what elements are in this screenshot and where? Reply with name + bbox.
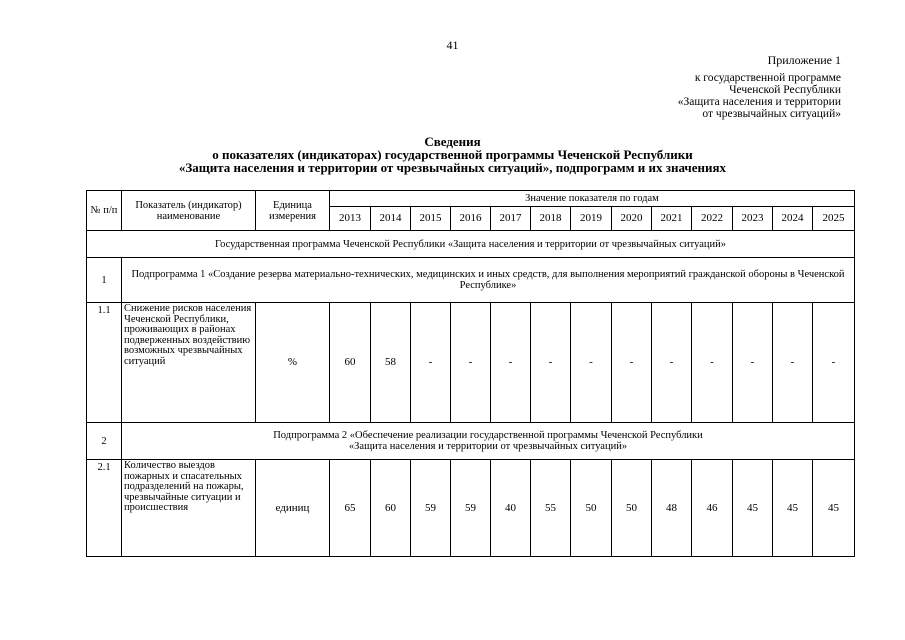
table-row (87, 303, 855, 423)
row-number: 2 (87, 423, 122, 460)
year-header: 2019 (571, 207, 612, 231)
heading-line-1: Сведения (424, 134, 481, 149)
appendix-line: Чеченской Республики (729, 84, 841, 96)
program-title: Государственная программа Чеченской Республики «Защита населения и территории от чрезвычайных ситуаций» (87, 231, 855, 258)
value-cell: 45 (733, 460, 773, 557)
value-cell: 58 (371, 303, 411, 423)
indicator-name: Количество выездов пожарных и спасательных подразделений на пожары, чрезвычайные ситуации и происшествия (122, 460, 256, 557)
program-row (87, 231, 855, 258)
appendix-line: к государственной программе (694, 72, 841, 84)
appendix-line: от чрезвычайных ситуаций» (702, 108, 841, 120)
value-cell: 65 (330, 460, 371, 557)
value-cell: - (652, 303, 692, 423)
value-cell: 45 (813, 460, 855, 557)
year-header: 2022 (692, 207, 733, 231)
value-cell: 50 (612, 460, 652, 557)
header-num: № п/п (87, 191, 122, 231)
year-header: 2024 (773, 207, 813, 231)
value-cell: 40 (491, 460, 531, 557)
value-cell: - (813, 303, 855, 423)
year-header: 2023 (733, 207, 773, 231)
value-cell: 48 (652, 460, 692, 557)
year-header: 2017 (491, 207, 531, 231)
row-number: 1 (87, 258, 122, 303)
unit-cell: % (256, 303, 330, 423)
value-cell: - (491, 303, 531, 423)
value-cell: - (531, 303, 571, 423)
value-cell: 46 (692, 460, 733, 557)
value-cell: 60 (330, 303, 371, 423)
value-cell: - (773, 303, 813, 423)
subprogram-row (87, 258, 855, 303)
subprogram-title: Подпрограмма 1 «Создание резерва материально-технических, медицинских и иных средств, для выполнения мероприятий гражданской обороны в Чеченской Республике» (122, 258, 855, 303)
page-number: 41 (446, 38, 459, 52)
year-header: 2013 (330, 207, 371, 231)
subprogram-title-line: «Защита населения и территории от чрезвычайных ситуаций» (348, 441, 628, 452)
appendix-line: «Защита населения и территории (677, 96, 841, 108)
year-header: 2015 (411, 207, 451, 231)
value-cell: - (612, 303, 652, 423)
subprogram-title-line: Подпрограмма 2 «Обеспечение реализации государственной программы Чеченской Республики (273, 430, 703, 441)
year-header: 2014 (371, 207, 411, 231)
value-cell: 59 (451, 460, 491, 557)
heading-line-3: «Защита населения и территории от чрезвычайных ситуаций», подпрограмм и их значениях (178, 160, 727, 175)
document-heading (0, 135, 905, 174)
table-row (87, 460, 855, 557)
appendix-title: Приложение 1 (767, 53, 841, 67)
subprogram-title (122, 423, 855, 460)
appendix-lines (678, 72, 841, 120)
indicator-name: Снижение рисков населения Чеченской Республики, проживающих в районах подверженных воздействию возможных чрезвычайных ситуаций (122, 303, 256, 423)
value-cell: - (733, 303, 773, 423)
value-cell: - (571, 303, 612, 423)
year-header: 2025 (813, 207, 855, 231)
header-values: Значение показателя по годам (330, 191, 855, 207)
value-cell: 50 (571, 460, 612, 557)
subprogram-row (87, 423, 855, 460)
indicators-table (86, 190, 855, 557)
header-indicator: Показатель (индикатор) наименование (122, 191, 256, 231)
value-cell: - (411, 303, 451, 423)
value-cell: 59 (411, 460, 451, 557)
heading-line-2: о показателях (индикаторах) государственной программы Чеченской Республики (212, 147, 693, 162)
value-cell: - (451, 303, 491, 423)
year-header: 2016 (451, 207, 491, 231)
value-cell: 45 (773, 460, 813, 557)
header-unit: Единица измерения (256, 191, 330, 231)
value-cell: 55 (531, 460, 571, 557)
value-cell: - (692, 303, 733, 423)
row-number: 2.1 (87, 460, 122, 557)
year-header: 2020 (612, 207, 652, 231)
year-header: 2021 (652, 207, 692, 231)
value-cell: 60 (371, 460, 411, 557)
unit-cell: единиц (256, 460, 330, 557)
year-header: 2018 (531, 207, 571, 231)
row-number: 1.1 (87, 303, 122, 423)
